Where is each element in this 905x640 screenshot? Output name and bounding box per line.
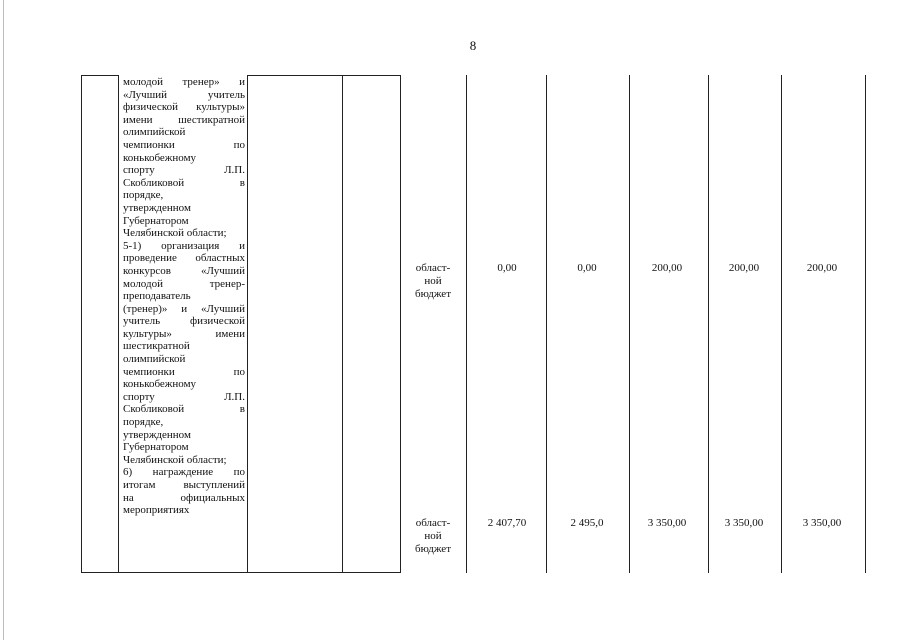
col-line (781, 75, 782, 573)
value-cell: 3 350,00 (802, 517, 842, 529)
value-cell: 0,00 (577, 262, 597, 274)
description-line: олимпийской (123, 126, 186, 139)
col-line (629, 75, 630, 573)
col-line (546, 75, 547, 573)
description-line: «Лучший учитель (123, 88, 245, 101)
col-line (466, 75, 467, 573)
source-line: бюджет (415, 288, 451, 300)
description-line: мероприятиях (123, 504, 190, 517)
description-line: преподаватель (123, 290, 191, 303)
description-line: утвержденном (123, 201, 191, 214)
table-bottom-border (81, 572, 401, 573)
value-cell: 200,00 (728, 262, 760, 274)
description-line: чемпионки по (123, 138, 245, 151)
funding-source-2 (402, 517, 464, 556)
description-line: порядке, (123, 416, 164, 429)
col-line (81, 75, 82, 573)
value-cell: 3 350,00 (647, 517, 687, 529)
description-line: 6) награждение по (123, 466, 245, 479)
source-line: област- (415, 262, 451, 274)
col-line (400, 75, 401, 573)
value-cell: 200,00 (806, 262, 838, 274)
activity-description (123, 76, 245, 517)
value-cell: 200,00 (651, 262, 683, 274)
cell-top-border (247, 75, 401, 76)
source-line: ной (424, 275, 442, 287)
description-line: молодой тренер- (123, 277, 245, 290)
value-cell: 2 495,0 (570, 517, 604, 529)
description-line: Скобликовой в (123, 403, 245, 416)
value-cell: 0,00 (497, 262, 517, 274)
page-number: 8 (469, 38, 477, 53)
description-line: Губернатором (123, 441, 189, 454)
description-line: конкурсов «Лучший (123, 264, 245, 277)
description-line: конькобежному (123, 151, 197, 164)
description-line: на официальных (123, 491, 245, 504)
description-line: порядке, (123, 189, 164, 202)
value-cell: 2 407,70 (487, 517, 527, 529)
description-line: учитель физической (123, 315, 245, 328)
col-line (342, 75, 343, 573)
description-line: 5-1) организация и (123, 239, 245, 252)
source-line: област- (415, 517, 451, 529)
value-cell: 3 350,00 (724, 517, 764, 529)
description-line: имени шестикратной (123, 113, 245, 126)
description-line: проведение областных (123, 252, 245, 265)
col-line (247, 75, 248, 573)
description-line: спорту Л.П. (123, 164, 245, 177)
source-line: ной (424, 530, 442, 542)
description-line: конькобежному (123, 378, 197, 391)
description-line: шестикратной (123, 340, 190, 353)
funding-source-1 (402, 262, 464, 301)
description-line: олимпийской (123, 353, 186, 366)
col-line (865, 75, 866, 573)
description-line: культуры» имени (123, 327, 245, 340)
description-line: физической культуры» (123, 101, 245, 114)
col-line (118, 75, 119, 573)
description-line: Губернатором (123, 214, 189, 227)
cell-top-border (81, 75, 119, 76)
description-line: (тренер)» и «Лучший (123, 302, 245, 315)
description-line: Скобликовой в (123, 176, 245, 189)
col-line (708, 75, 709, 573)
source-line: бюджет (415, 543, 451, 555)
description-line: утвержденном (123, 428, 191, 441)
description-line: итогам выступлений (123, 479, 245, 491)
description-line: Челябинской области; (123, 453, 227, 466)
description-line: Челябинской области; (123, 227, 227, 240)
description-line: спорту Л.П. (123, 390, 245, 403)
page-left-edge (3, 0, 4, 640)
description-line: молодой тренер» и (123, 76, 245, 88)
description-line: чемпионки по (123, 365, 245, 378)
